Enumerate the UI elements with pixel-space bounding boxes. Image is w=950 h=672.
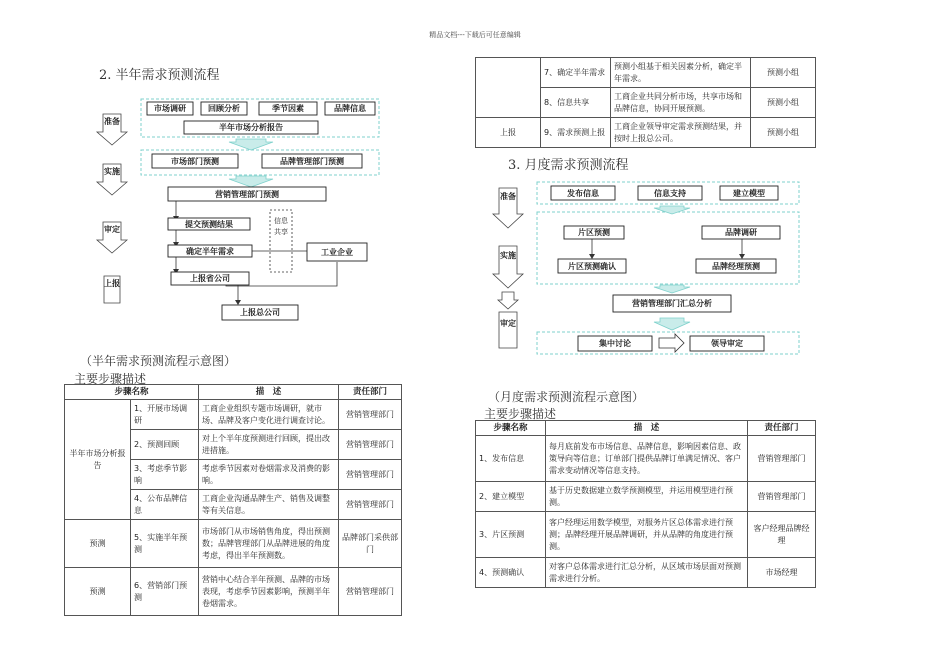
box-discussion: 集中讨论 [599,339,631,348]
table-row [476,512,816,558]
group-name: 上报 [476,118,541,148]
group-name: 预测 [65,520,131,568]
desc-cell: 工商企业沟通品牌生产、销售及调整等有关信息。 [199,490,339,520]
desc-cell: 考虑季节因素对卷烟需求及消费的影响。 [199,460,339,490]
dept-cell: 预测小组 [751,88,816,118]
step-cell: 9、需求预测上报 [541,118,611,148]
step-cell: 5、实施半年预测 [131,520,199,568]
table-row [476,436,816,482]
col-step-name: 步骤名称 [476,421,546,436]
dept-cell: 营销管理部门 [339,460,402,490]
box-info-share: 信息共享 [274,217,288,236]
col-description: 描 述 [546,421,748,436]
dept-cell: 营销管理部门 [339,400,402,430]
stage-review-label: 审定 [104,225,120,234]
box-report-province: 上报省公司 [190,274,230,283]
dept-cell: 营销管理部门 [748,482,816,512]
desc-cell: 每月底前发布市场信息、品牌信息，影响因素信息、政策导向等信息；订单部门提供品牌订单满足情况、客户需求变动情况等信息支持。 [546,436,748,482]
group-name: 半年市场分析报告 [65,400,131,520]
box-publish-info: 发布信息 [567,189,599,198]
box-area-confirm: 片区预测确认 [568,262,616,271]
box-brand-dept-forecast: 品牌管理部门预测 [280,157,344,166]
col-step-name: 步骤名称 [65,385,199,400]
box-marketing-dept-forecast: 营销管理部门预测 [215,190,279,199]
box-area-forecast: 片区预测 [578,228,610,237]
step-cell: 3、考虑季节影响 [131,460,199,490]
box-confirm-half-year: 确定半年需求 [186,247,234,256]
desc-cell: 工商企业组织专题市场调研，就市场、品牌及客户变化进行调查讨论。 [199,400,339,430]
col-dept: 责任部门 [748,421,816,436]
desc-cell: 工商企业共同分析市场，共享市场和品牌信息，协同开展预测。 [611,88,751,118]
box-review-analysis: 回顾分析 [208,104,240,113]
dept-cell: 品牌部门采供部门 [339,520,402,568]
step-cell: 2、建立模型 [476,482,546,512]
desc-cell: 对客户总体需求进行汇总分析，从区域市场层面对预测需求进行分析。 [546,558,748,588]
box-brand-info: 品牌信息 [334,104,366,113]
dept-cell: 市场经理 [748,558,816,588]
step-cell: 2、预测回顾 [131,430,199,460]
desc-cell: 基于历史数据建立数学预测模型，并运用模型进行预测。 [546,482,748,512]
half-year-steps-title: 主要步骤描述 [74,372,147,386]
monthly-caption: （月度需求预测流程示意图） [488,390,645,404]
page-header: 精品文档---下载后可任意编辑 [429,31,521,39]
stage-implement-label: 实施 [104,167,120,176]
step-cell: 6、营销部门预测 [131,568,199,616]
box-info-support: 信息支持 [654,189,686,198]
box-seasonal-factors: 季节因素 [272,104,304,113]
half-year-caption: （半年需求预测流程示意图） [80,354,237,368]
box-market-dept-forecast: 市场部门预测 [171,157,219,166]
stage-review-label: 审定 [500,319,516,328]
table-row [476,482,816,512]
step-cell: 3、片区预测 [476,512,546,558]
stage-report-label: 上报 [104,279,120,288]
box-half-year-report: 半年市场分析报告 [219,123,283,132]
box-report-hq: 上报总公司 [240,308,280,317]
box-industry: 工业企业 [321,248,353,257]
step-cell: 7、确定半年需求 [541,58,611,88]
step-cell: 1、发布信息 [476,436,546,482]
desc-cell: 营销中心结合半年预测、品牌的市场表现，考虑季节因素影响，预测半年卷烟需求。 [199,568,339,616]
desc-cell: 对上个半年度预测进行回顾，提出改进措施。 [199,430,339,460]
dept-cell: 营销管理部门 [339,430,402,460]
dept-cell: 营销管理部门 [748,436,816,482]
box-leader-review: 领导审定 [711,339,743,348]
desc-cell: 预测小组基于相关因素分析，确定半年需求。 [611,58,751,88]
table-header-row [476,421,816,436]
box-build-model: 建立模型 [733,189,765,198]
col-description: 描 述 [199,385,339,400]
step-cell: 1、开展市场调研 [131,400,199,430]
step-cell: 4、公布品牌信息 [131,490,199,520]
box-brand-research: 品牌调研 [725,228,757,237]
table-row [476,558,816,588]
col-dept: 责任部门 [339,385,402,400]
desc-cell: 市场部门从市场销售角度，得出预测数；品牌管理部门从品牌进展的角度考虑，得出半年预测数。 [199,520,339,568]
dept-cell: 预测小组 [751,118,816,148]
monthly-steps-table [475,420,816,588]
monthly-steps-title: 主要步骤描述 [484,407,557,421]
stage-implement-label: 实施 [500,251,516,260]
box-submit-results: 提交预测结果 [185,220,233,229]
box-market-research: 市场调研 [154,104,186,113]
dept-cell: 客户经理品牌经理 [748,512,816,558]
desc-cell: 工商企业领导审定需求预测结果，并按时上报总公司。 [611,118,751,148]
monthly-section-title: 3. 月度需求预测流程 [508,158,629,173]
dept-cell: 预测小组 [751,58,816,88]
group-name: 预测 [65,568,131,616]
stage-prepare-label: 准备 [104,117,120,126]
stage-prepare-label: 准备 [500,192,516,201]
step-cell: 4、预测确认 [476,558,546,588]
box-marketing-summary: 营销管理部门汇总分析 [632,299,712,308]
desc-cell: 客户经理运用数学模型，对服务片区总体需求进行预测；品牌经理开展品牌调研，并从品牌的角度进行预测。 [546,512,748,558]
box-brand-manager-forecast: 品牌经理预测 [712,262,760,271]
dept-cell: 营销管理部门 [339,490,402,520]
dept-cell: 营销管理部门 [339,568,402,616]
step-cell: 8、信息共享 [541,88,611,118]
half-year-section-title: 2. 半年需求预测流程 [99,68,220,83]
